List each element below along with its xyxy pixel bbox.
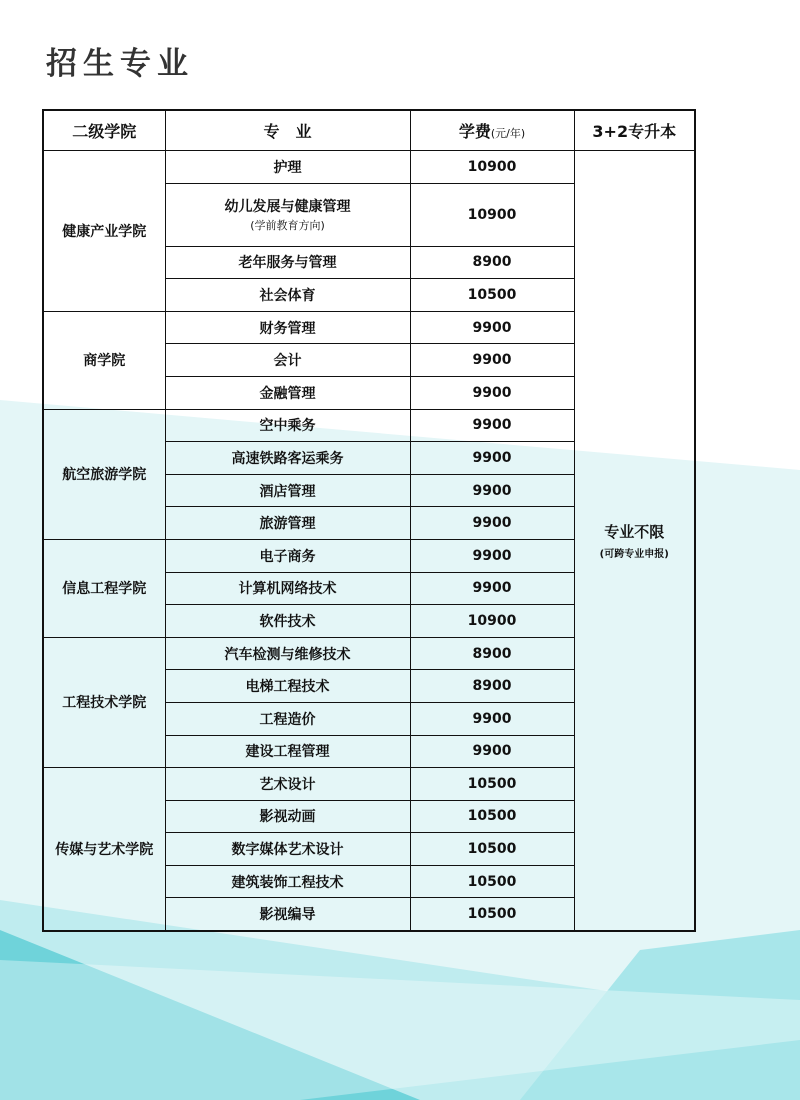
fee-cell: 10500 <box>410 833 574 866</box>
major-cell <box>165 702 410 735</box>
fee-cell: 9900 <box>410 507 574 540</box>
header-fee-label: 学费 <box>458 122 491 141</box>
major-cell <box>165 246 410 279</box>
fee-cell: 10500 <box>410 800 574 833</box>
fee-cell: 10500 <box>410 898 574 931</box>
major-cell <box>165 311 410 344</box>
page-title: 招生专业 <box>46 46 194 82</box>
major-name: 软件技术 <box>259 613 316 630</box>
major-name: 老年服务与管理 <box>238 255 337 272</box>
major-cell <box>165 376 410 409</box>
fee-cell: 10500 <box>410 768 574 801</box>
major-cell <box>165 833 410 866</box>
major-cell <box>165 768 410 801</box>
college-cell: 航空旅游学院 <box>43 409 165 539</box>
fee-cell: 10500 <box>410 865 574 898</box>
fee-cell: 10900 <box>410 183 574 246</box>
major-cell <box>165 898 410 931</box>
fee-cell: 9900 <box>410 539 574 572</box>
table-body <box>43 151 695 932</box>
major-name: 高速铁路客运乘务 <box>231 450 344 467</box>
major-cell <box>165 507 410 540</box>
admissions-table <box>42 109 696 932</box>
major-cell <box>165 279 410 312</box>
header-college: 二级学院 <box>43 110 165 151</box>
major-cell <box>165 670 410 703</box>
major-name: 汽车检测与维修技术 <box>224 646 351 663</box>
major-name: 酒店管理 <box>259 483 316 500</box>
upgrade-cell <box>574 151 695 932</box>
major-cell <box>165 605 410 638</box>
major-name: 建筑装饰工程技术 <box>231 874 344 891</box>
major-name: 数字媒体艺术设计 <box>231 842 344 859</box>
major-name: 财务管理 <box>259 320 316 337</box>
fee-cell: 9900 <box>410 311 574 344</box>
college-cell: 信息工程学院 <box>43 539 165 637</box>
major-cell <box>165 865 410 898</box>
header-fee <box>410 110 574 151</box>
major-cell <box>165 409 410 442</box>
fee-cell: 10900 <box>410 151 574 184</box>
major-name: 空中乘务 <box>259 418 316 435</box>
major-cell <box>165 539 410 572</box>
fee-cell: 8900 <box>410 246 574 279</box>
fee-cell: 9900 <box>410 376 574 409</box>
major-name: 社会体育 <box>259 287 316 304</box>
major-note: (学前教育方向) <box>250 219 325 233</box>
college-cell: 商学院 <box>43 311 165 409</box>
major-name: 电梯工程技术 <box>245 679 330 696</box>
major-name: 艺术设计 <box>259 776 316 793</box>
major-cell <box>165 800 410 833</box>
major-cell <box>165 572 410 605</box>
header-major: 专 业 <box>165 110 410 151</box>
major-name: 幼儿发展与健康管理 <box>224 199 351 216</box>
major-name: 计算机网络技术 <box>238 581 337 598</box>
upgrade-main-text: 专业不限 <box>604 523 665 542</box>
fee-cell: 9900 <box>410 409 574 442</box>
major-cell <box>165 151 410 184</box>
college-cell: 健康产业学院 <box>43 151 165 312</box>
major-name: 旅游管理 <box>259 516 316 533</box>
major-cell <box>165 442 410 475</box>
major-name: 会计 <box>273 353 302 370</box>
fee-cell: 10500 <box>410 279 574 312</box>
major-name: 电子商务 <box>259 548 316 565</box>
major-name: 影视动画 <box>259 809 316 826</box>
header-fee-unit: (元/年) <box>490 127 526 140</box>
header-upgrade: 3+2专升本 <box>574 110 695 151</box>
major-cell <box>165 474 410 507</box>
major-cell <box>165 735 410 768</box>
fee-cell: 10900 <box>410 605 574 638</box>
fee-cell: 9900 <box>410 735 574 768</box>
major-name: 工程造价 <box>259 711 316 728</box>
college-cell: 工程技术学院 <box>43 637 165 767</box>
college-cell: 传媒与艺术学院 <box>43 768 165 931</box>
major-cell <box>165 183 410 246</box>
fee-cell: 9900 <box>410 702 574 735</box>
major-name: 护理 <box>273 159 302 176</box>
major-name: 金融管理 <box>259 385 316 402</box>
major-name: 建设工程管理 <box>245 744 330 761</box>
fee-cell: 9900 <box>410 344 574 377</box>
fee-cell: 9900 <box>410 474 574 507</box>
table-row <box>43 151 695 184</box>
upgrade-note-text: (可跨专业申报) <box>599 549 669 561</box>
fee-cell: 9900 <box>410 442 574 475</box>
table-header-row <box>43 110 695 151</box>
fee-cell: 8900 <box>410 670 574 703</box>
fee-cell: 8900 <box>410 637 574 670</box>
fee-cell: 9900 <box>410 572 574 605</box>
major-name: 影视编导 <box>259 907 316 924</box>
major-cell <box>165 344 410 377</box>
major-cell <box>165 637 410 670</box>
